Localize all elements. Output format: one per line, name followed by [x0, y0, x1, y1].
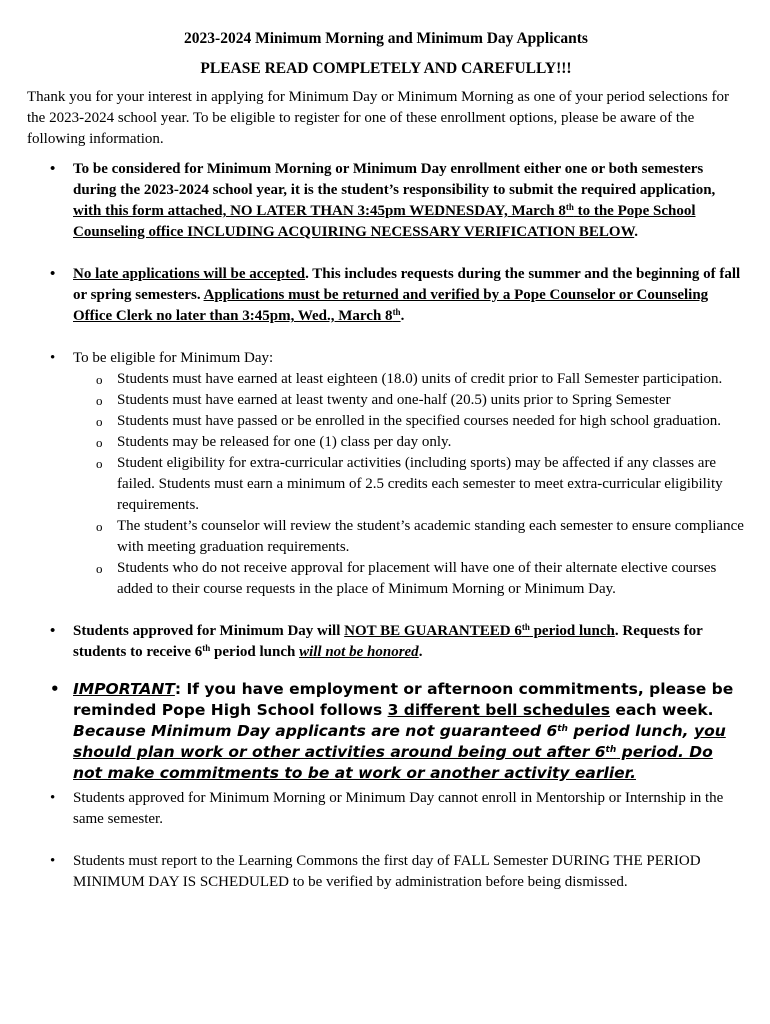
- sub-item: o Students must have earned at least eighteen (18.0) units of credit prior to Fall Semester participation.: [73, 369, 745, 390]
- document-page: [27, 28, 745, 893]
- plan-work-text: you should plan work or other activities around being out after 6th period. Do not make commitments to be at work or another activity earlier.: [73, 722, 726, 782]
- info-list: [27, 159, 745, 893]
- not-guaranteed-text: NOT BE GUARANTEED 6th period lunch: [344, 622, 615, 639]
- important-label: IMPORTANT: [73, 680, 175, 698]
- list-item-submission-deadline: • To be considered for Minimum Morning or Minimum Day enrollment either one or both semesters during the 2023-2024 school year, it is the student’s responsibility to submit the required application, with this form attached, NO LATER THAN 3:45pm WEDNESDAY, March 8th to the Pope School Counseling office INCLUDING ACQUIRING NECESSARY VERIFICATION BELOW.: [27, 159, 745, 243]
- eligibility-lead: To be eligible for Minimum Day:: [73, 350, 274, 366]
- document-subtitle: PLEASE READ COMPLETELY AND CAREFULLY!!!: [200, 60, 572, 77]
- sub-item: o Student eligibility for extra-curricular activities (including sports) may be affected if any classes are failed. Students must earn a minimum of 2.5 credits each semester to meet extra-curricular eligibility requirements.: [73, 453, 745, 516]
- sub-item: o The student’s counselor will review the student’s academic standing each semester to ensure compliance with meeting graduation requirements.: [73, 516, 745, 558]
- sub-item: o Students may be released for one (1) class per day only.: [73, 432, 745, 453]
- no-late-text: No late applications will be accepted: [73, 266, 306, 282]
- list-item-no-late-applications: • No late applications will be accepted. This includes requests during the summer and the beginning of fall or spring semesters. Applications must be returned and verified by a Pope Counselor or Counseling Office Clerk no later than 3:45pm, Wed., March 8th.: [27, 264, 745, 327]
- list-item-learning-commons: • Students must report to the Learning Commons the first day of FALL Semester DURING THE PERIOD MINIMUM DAY IS SCHEDULED to be verified by administration before being dismissed.: [27, 851, 745, 893]
- list-item-mentorship: • Students approved for Minimum Morning or Minimum Day cannot enroll in Mentorship or Internship in the same semester.: [27, 788, 745, 830]
- sub-item: o Students who do not receive approval for placement will have one of their alternate elective courses added to their course requests in the place of Minimum Morning or Minimum Day.: [73, 558, 745, 600]
- return-deadline-text: Applications must be returned and verified by a Pope Counselor or Counseling Office Clerk no later than 3:45pm, Wed., March 8th: [73, 287, 709, 324]
- list-item-important-notice: • IMPORTANT: If you have employment or afternoon commitments, please be reminded Pope High School follows 3 different bell schedules each week. Because Minimum Day applicants are not guaranteed 6th period lunch, you should plan work or other activities around being out after 6th period. Do not make commitments to be at work or another activity earlier.: [27, 679, 745, 784]
- deadline-text: with this form attached, NO LATER THAN 3:45pm WEDNESDAY, March 8th to the Pope School Counseling office INCLUDING ACQUIRING NECESSARY VERIFICATION BELOW: [73, 202, 696, 240]
- sub-item: o Students must have passed or be enrolled in the specified courses needed for high school graduation.: [73, 411, 745, 432]
- bell-schedules-text: 3 different bell schedules: [387, 701, 611, 719]
- list-item-lunch-not-guaranteed: • Students approved for Minimum Day will NOT BE GUARANTEED 6th period lunch. Requests for students to receive 6th period lunch will not be honored.: [27, 621, 745, 663]
- text: To be considered for Minimum Morning or Minimum Day enrollment either one or both semesters during the 2023-2024 school year, it is the student’s responsibility to submit the required application,: [73, 161, 716, 198]
- document-title: 2023-2024 Minimum Morning and Minimum Day Applicants: [184, 30, 588, 47]
- sub-item: o Students must have earned at least twenty and one-half (20.5) units prior to Spring Semester: [73, 390, 745, 411]
- intro-paragraph: Thank you for your interest in applying for Minimum Day or Minimum Morning as one of your period selections for the 2023-2024 school year. To be eligible to register for one of these enrollment options, please be aware of the following information.: [27, 89, 729, 147]
- eligibility-sublist: [73, 369, 745, 600]
- not-honored-text: will not be honored: [299, 644, 419, 660]
- list-item-eligibility: [27, 348, 745, 600]
